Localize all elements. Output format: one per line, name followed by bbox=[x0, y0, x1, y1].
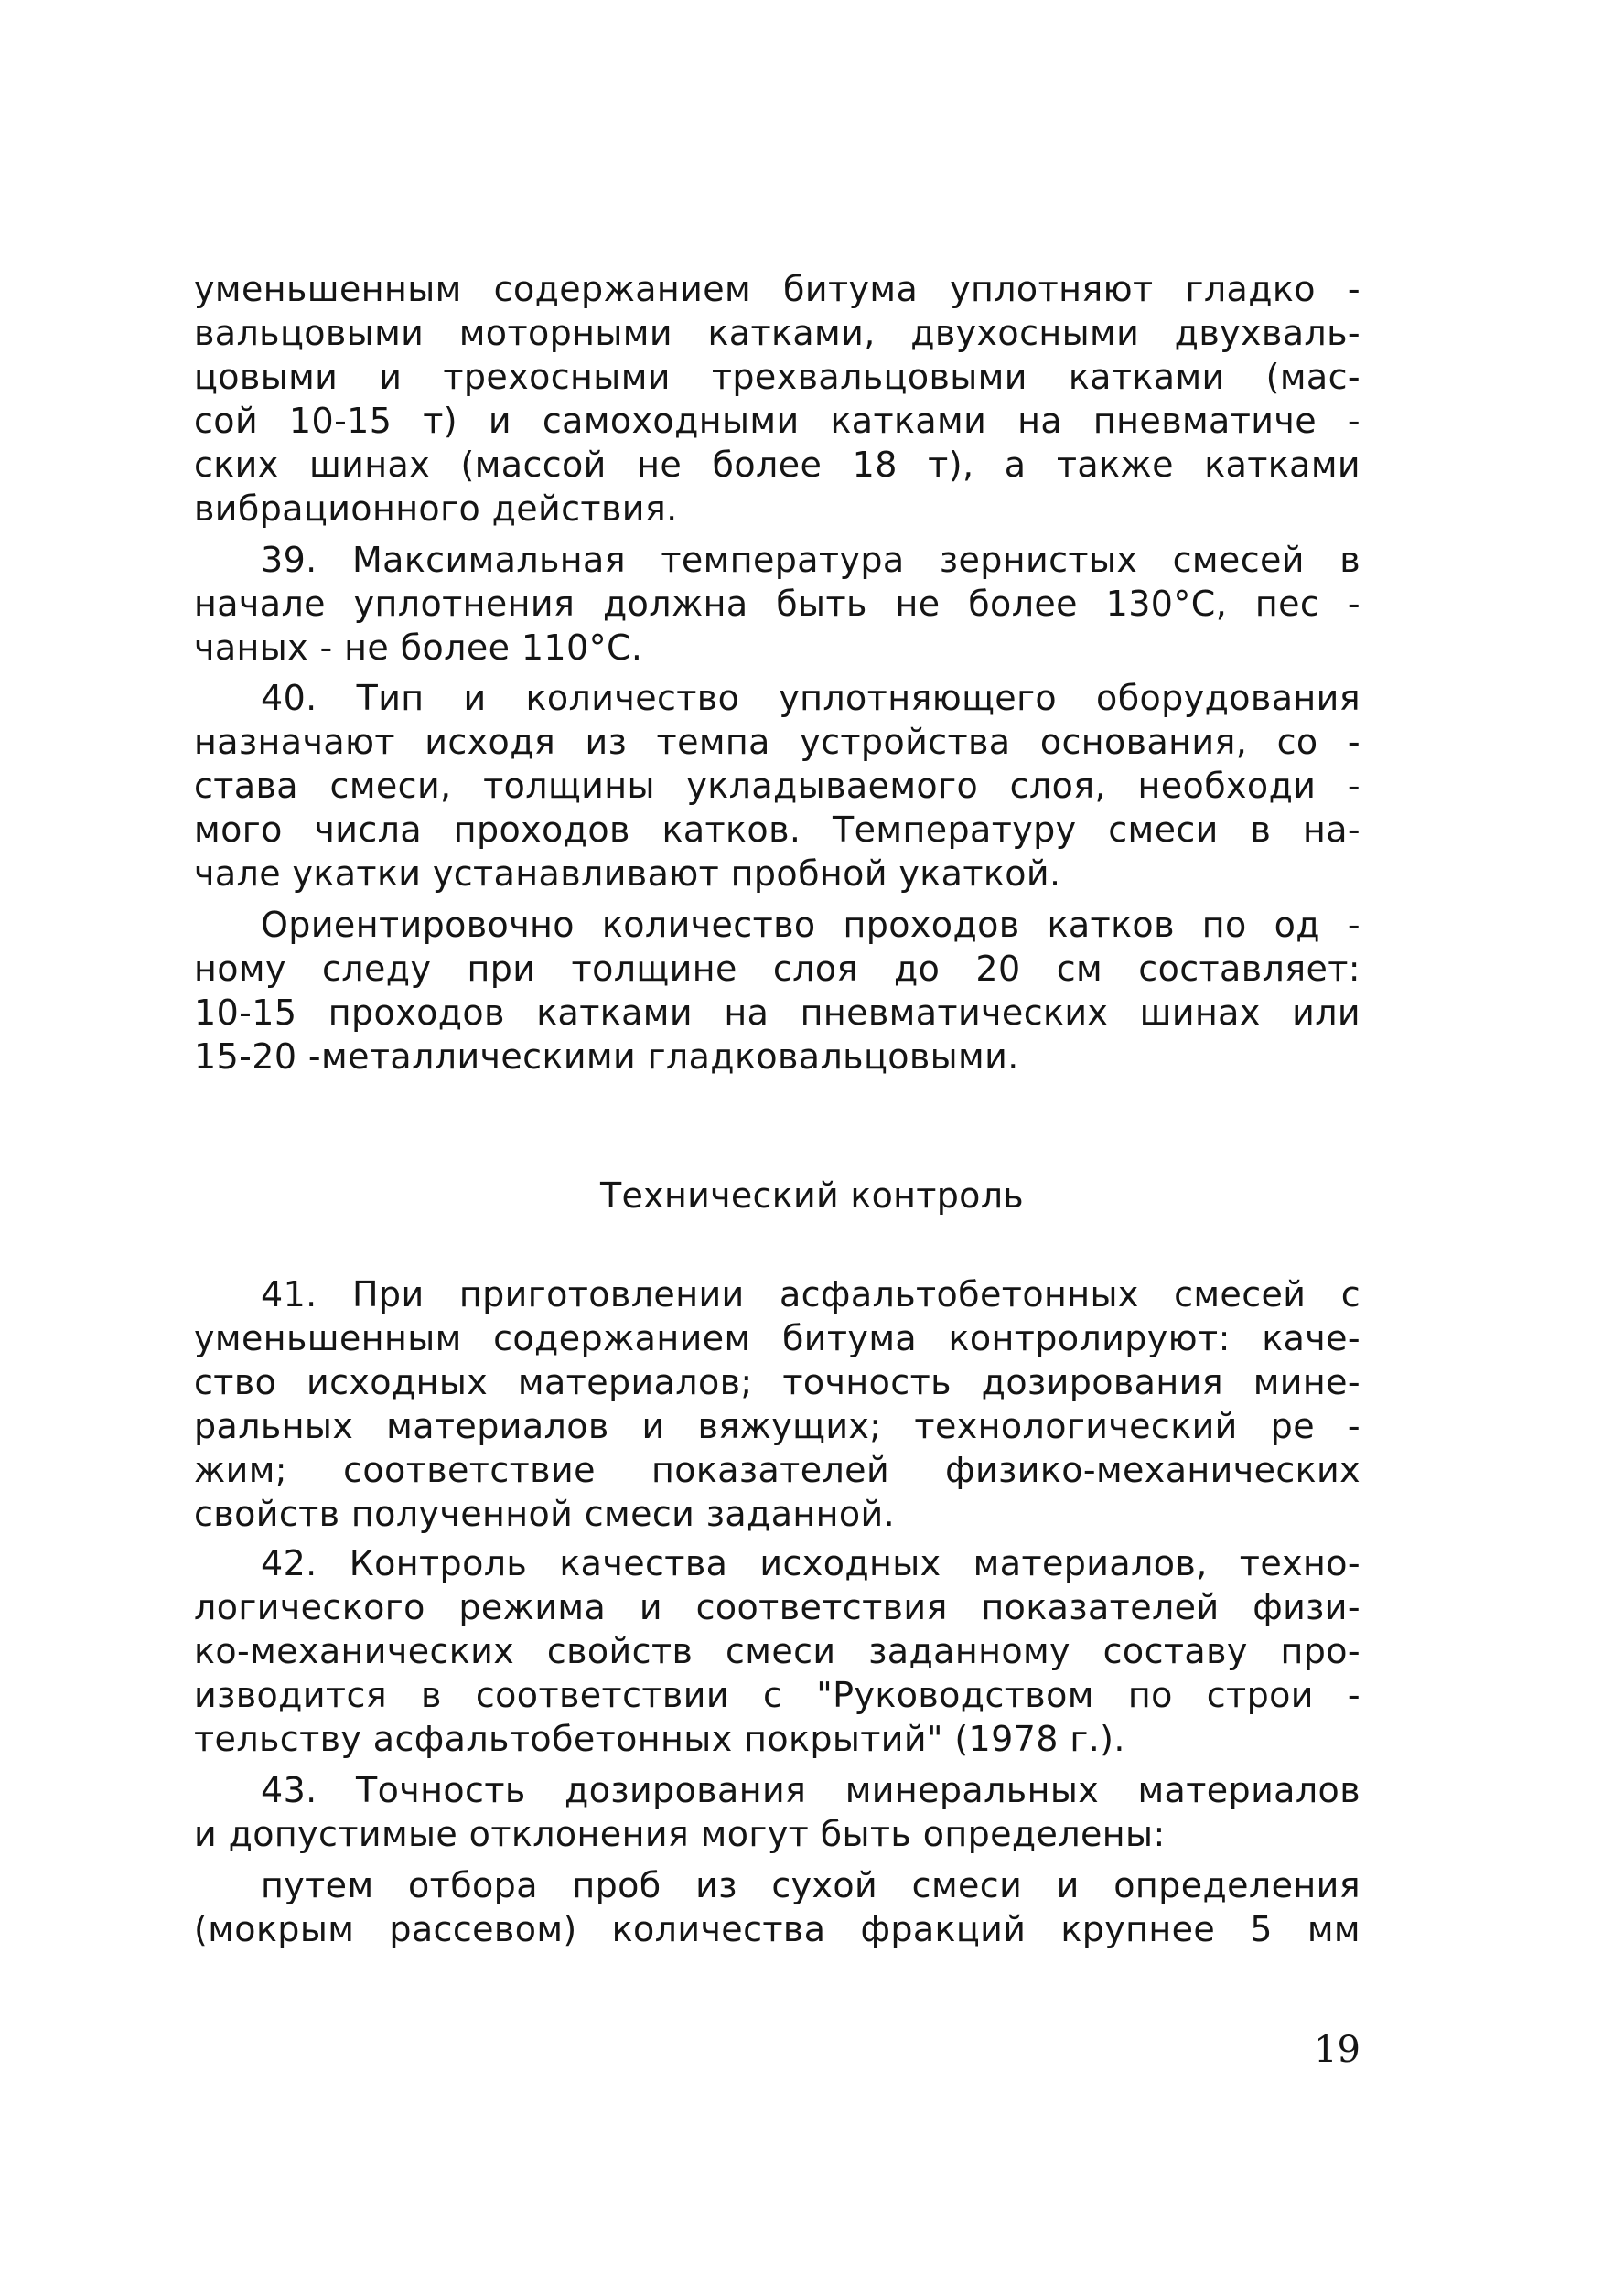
text-line: ному следу при толщине слоя до 20 см составляет: bbox=[194, 949, 1361, 989]
paragraph-43-continuation-first-line: путем отбора проб из сухой смеси и определения bbox=[261, 1865, 1361, 1905]
text-line: мого числа проходов катков. Температуру смеси в на- bbox=[194, 810, 1361, 850]
paragraph-40-first-line: 40. Тип и количество уплотняющего оборудования bbox=[261, 678, 1361, 718]
section-heading: Технический контроль bbox=[599, 1175, 1024, 1216]
text-line: тельству асфальтобетонных покрытий" (1978 г.). bbox=[194, 1719, 1125, 1759]
text-line: вальцовыми моторными катками, двухосными двухваль- bbox=[194, 313, 1361, 353]
text-line: ских шинах (массой не более 18 т), а также катками bbox=[194, 445, 1361, 485]
text-line: става смеси, толщины укладываемого слоя, необходи - bbox=[194, 766, 1361, 806]
text-line: 15-20 -металлическими гладковальцовыми. bbox=[194, 1036, 1019, 1077]
text-line: и допустимые отклонения могут быть определены: bbox=[194, 1814, 1166, 1854]
paragraph-42-first-line: 42. Контроль качества исходных материалов, техно- bbox=[261, 1543, 1361, 1583]
text-line: назначают исходя из темпа устройства основания, со - bbox=[194, 722, 1361, 762]
text-line: начале уплотнения должна быть не более 130°С, пес - bbox=[194, 584, 1361, 624]
text-line: чаных - не более 110°С. bbox=[194, 628, 643, 668]
paragraph-41-first-line: 41. При приготовлении асфальтобетонных смесей с bbox=[261, 1274, 1361, 1314]
paragraph-39-first-line: 39. Максимальная температура зернистых смесей в bbox=[261, 540, 1361, 580]
text-line: сой 10-15 т) и самоходными катками на пневматиче - bbox=[194, 401, 1361, 441]
text-line: чале укатки устанавливают пробной укаткой. bbox=[194, 853, 1061, 894]
paragraph-43-first-line: 43. Точность дозирования минеральных материалов bbox=[261, 1770, 1361, 1810]
text-line: свойств полученной смеси заданной. bbox=[194, 1494, 896, 1534]
text-line: (мокрым рассевом) количества фракций крупнее 5 мм bbox=[194, 1909, 1361, 1949]
paragraph-orientation-first-line: Ориентировочно количество проходов катков по од - bbox=[261, 905, 1361, 945]
text-line: жим; соответствие показателей физико-механических bbox=[194, 1450, 1361, 1490]
text-line: ральных материалов и вяжущих; технологический ре - bbox=[194, 1406, 1361, 1446]
text-line: изводится в соответствии с "Руководством по строи - bbox=[194, 1675, 1361, 1715]
text-line: ко-механических свойств смеси заданному составу про- bbox=[194, 1631, 1361, 1671]
text-line: уменьшенным содержанием битума контролируют: каче- bbox=[194, 1318, 1361, 1358]
text-line: уменьшенным содержанием битума уплотняют гладко - bbox=[194, 269, 1361, 309]
text-line: 10-15 проходов катками на пневматических шинах или bbox=[194, 992, 1361, 1033]
text-line: логического режима и соответствия показателей физи- bbox=[194, 1587, 1361, 1627]
page-number: 19 bbox=[1314, 2029, 1361, 2071]
text-line: цовыми и трехосными трехвальцовыми катками (мас- bbox=[194, 357, 1361, 397]
text-line: вибрационного действия. bbox=[194, 488, 678, 529]
text-line: ство исходных материалов; точность дозирования мине- bbox=[194, 1362, 1361, 1402]
